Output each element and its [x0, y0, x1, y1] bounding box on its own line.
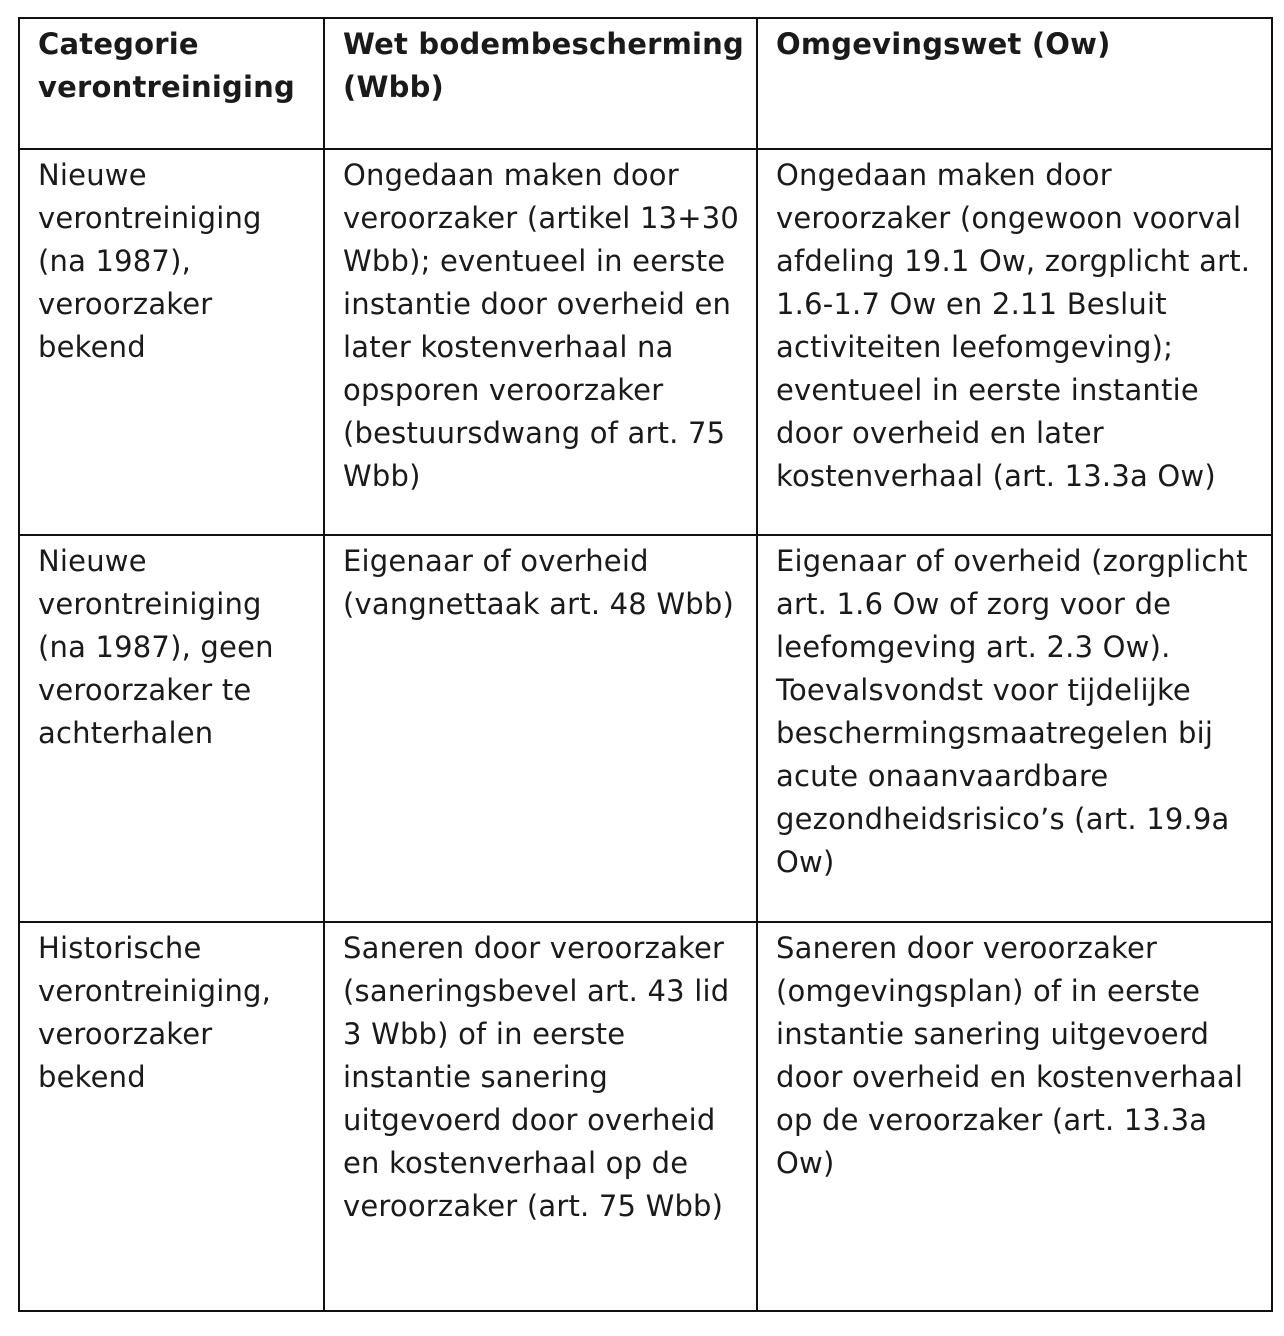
table-row — [19, 149, 1272, 535]
table-row — [19, 922, 1272, 1311]
table-header-row — [19, 18, 1272, 149]
cell-wbb: Eigenaar of overheid (vangnettaak art. 48 Wbb) — [324, 535, 757, 922]
cell-wbb: Ongedaan maken door veroorzaker (artikel 13+30 Wbb); eventueel in eerste instantie door overheid en later kostenverhaal na opsporen veroorzaker (bestuursdwang of art. 75 Wbb) — [324, 149, 757, 535]
cell-ow: Saneren door veroorzaker (omgevingsplan) of in eerste instantie sanering uitgevoerd door overheid en kostenverhaal op de veroorzaker (art. 13.3a Ow) — [757, 922, 1272, 1311]
header-ow: Omgevingswet (Ow) — [757, 18, 1272, 149]
cell-category: Historische verontreiniging, veroorzaker bekend — [19, 922, 324, 1311]
cell-category: Nieuwe verontreiniging (na 1987), veroorzaker bekend — [19, 149, 324, 535]
cell-ow: Eigenaar of overheid (zorgplicht art. 1.6 Ow of zorg voor de leefomgeving art. 2.3 Ow). Toevalsvondst voor tijdelijke beschermingsmaatregelen bij acute onaanvaardbare gezondheidsrisico’s (art. 19.9a Ow) — [757, 535, 1272, 922]
cell-ow: Ongedaan maken door veroorzaker (ongewoon voorval afdeling 19.1 Ow, zorgplicht art. 1.6-1.7 Ow en 2.11 Besluit activiteiten leefomgeving); eventueel in eerste instantie door overheid en later kostenverhaal (art. 13.3a Ow) — [757, 149, 1272, 535]
cell-wbb: Saneren door veroorzaker (saneringsbevel art. 43 lid 3 Wbb) of in eerste instantie sanering uitgevoerd door overheid en kostenverhaal op de veroorzaker (art. 75 Wbb) — [324, 922, 757, 1311]
table-row — [19, 535, 1272, 922]
cell-category: Nieuwe verontreiniging (na 1987), geen veroorzaker te achterhalen — [19, 535, 324, 922]
header-wbb: Wet bodembescherming (Wbb) — [324, 18, 757, 149]
header-category: Categorie verontreiniging — [19, 18, 324, 149]
comparison-table — [18, 17, 1273, 1312]
